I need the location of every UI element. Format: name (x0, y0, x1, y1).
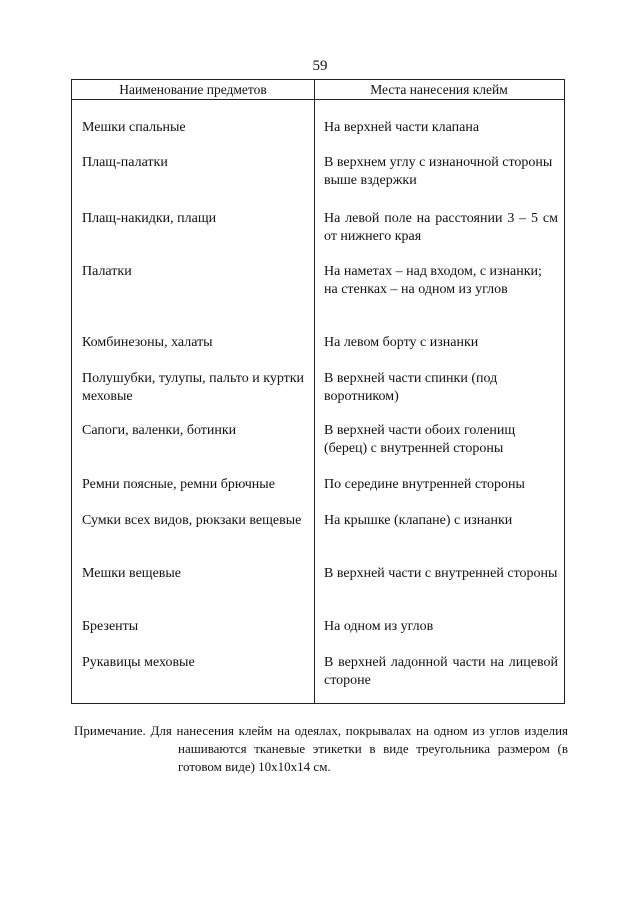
note-label: Примечание. (74, 723, 146, 738)
marking-place: В верхней части с внутренней стороны (324, 566, 558, 581)
item-name: Ремни поясные, ремни брючные (82, 477, 275, 492)
item-name: Комбинезоны, халаты (82, 335, 213, 350)
marking-place: В верхней части спинки (под воротником) (324, 371, 498, 404)
marking-place: На верхней части клапана (324, 120, 480, 135)
header-item-name: Наименование предметов (119, 82, 267, 97)
marking-place: В верхней ладонной части на лицевой стороне (324, 655, 558, 688)
item-name: Брезенты (82, 619, 139, 634)
table-row (72, 422, 564, 458)
page-number: 59 (312, 58, 328, 74)
marking-place: В верхней части обоих голенищ (берец) с внутренней стороны (324, 423, 516, 456)
table-row (72, 334, 564, 352)
item-name: Палатки (82, 264, 132, 279)
table-row (72, 210, 564, 246)
table-row (72, 512, 564, 530)
table-row (72, 618, 564, 636)
item-name: Плащ-накидки, плащи (82, 211, 217, 226)
table-row (72, 263, 564, 299)
marking-place: В верхнем углу с изнаночной стороны выше вздержки (324, 155, 553, 188)
note-first-line (74, 722, 568, 740)
marking-table (71, 79, 565, 704)
table-row (72, 654, 564, 690)
item-name: Мешки вещевые (82, 566, 182, 581)
table-header-row (72, 80, 564, 100)
table-row (72, 476, 564, 494)
note-first-text: Для нанесения клейм на одеялах, покрывалах на одном из углов изделия (150, 723, 569, 738)
item-name: Рукавицы меховые (82, 655, 195, 670)
table-row (72, 119, 564, 137)
marking-place: На одном из углов (324, 619, 434, 634)
item-name: Мешки спальные (82, 120, 186, 135)
marking-place: На наметах – над входом, с изнанки; на стенках – на одном из углов (324, 264, 542, 297)
item-name: Сапоги, валенки, ботинки (82, 423, 237, 438)
marking-place: На левой поле на расстоянии 3 – 5 см от нижнего края (324, 211, 558, 244)
table-note (74, 722, 568, 776)
item-name: Плащ-палатки (82, 155, 168, 170)
note-continuation: нашиваются тканевые этикетки в виде треугольника размером (в готовом виде) 10х10х14 см. (178, 741, 568, 774)
marking-place: На левом борту с изнанки (324, 335, 479, 350)
table-row (72, 154, 564, 190)
item-name: Сумки всех видов, рюкзаки вещевые (82, 513, 302, 528)
table-row (72, 370, 564, 406)
table-row (72, 565, 564, 583)
marking-place: По середине внутренней стороны (324, 477, 525, 492)
header-marking-place: Места нанесения клейм (370, 82, 508, 97)
marking-place: На крышке (клапане) с изнанки (324, 513, 513, 528)
item-name: Полушубки, тулупы, пальто и куртки меховые (82, 371, 305, 404)
